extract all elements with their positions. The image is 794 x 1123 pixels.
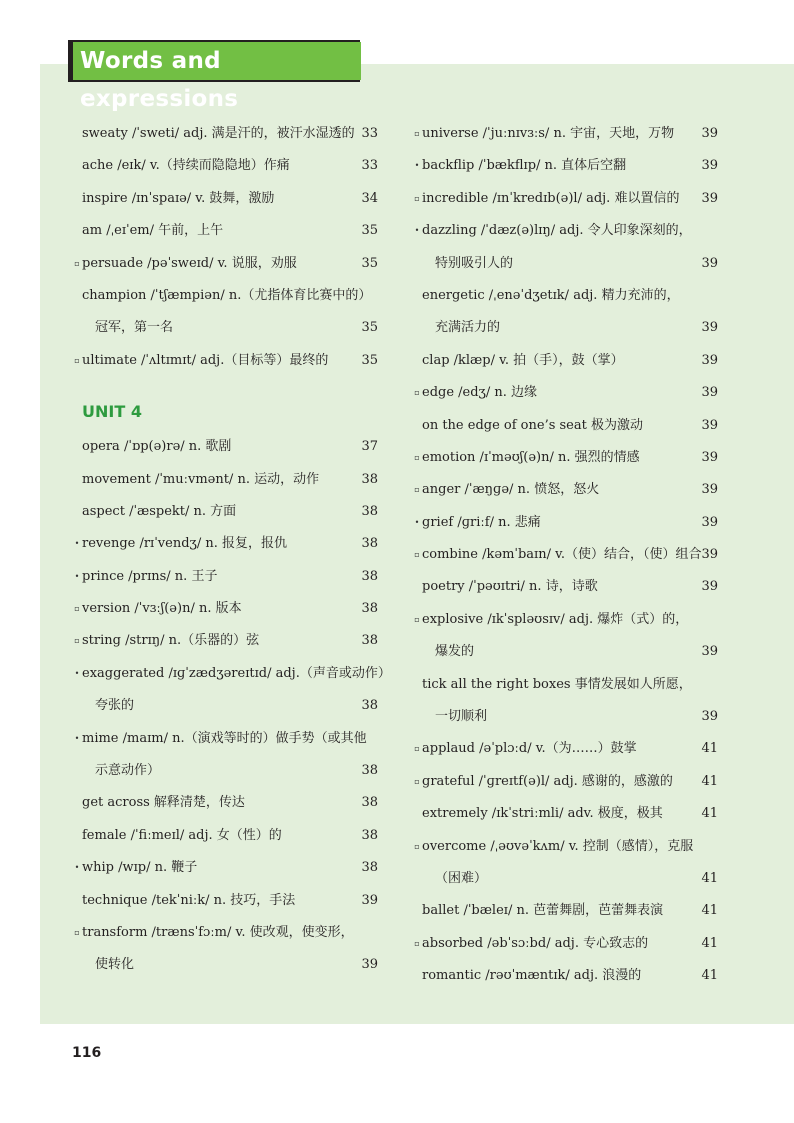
entry-text: persuade /pəˈsweɪd/ v. 说服，劝服 bbox=[82, 255, 297, 271]
entry-page-number: 35 bbox=[361, 352, 378, 368]
word-entry-continuation bbox=[72, 312, 378, 344]
square-marker-icon: ▫ bbox=[74, 927, 80, 937]
bullet-marker-icon: • bbox=[414, 517, 420, 527]
word-entry bbox=[412, 410, 718, 442]
word-entry bbox=[72, 625, 378, 657]
word-entry bbox=[412, 571, 718, 603]
square-marker-icon: ▫ bbox=[414, 841, 420, 851]
bullet-marker-icon: • bbox=[74, 571, 80, 581]
entry-text: dazzling /ˈdæz(ə)lɪŋ/ adj. 令人印象深刻的， bbox=[422, 223, 692, 239]
word-entry bbox=[72, 658, 391, 690]
entry-page-number: 39 bbox=[361, 892, 378, 908]
entry-text: on the edge of one’s seat 极为激动 bbox=[422, 417, 643, 433]
word-entry bbox=[412, 669, 718, 701]
unit-heading-text: UNIT 4 bbox=[82, 402, 142, 422]
entry-page-number: 38 bbox=[361, 568, 378, 584]
square-marker-icon: ▫ bbox=[414, 452, 420, 462]
word-entry bbox=[72, 431, 378, 463]
entry-text: emotion /ɪˈməʊʃ(ə)n/ n. 强烈的情感 bbox=[422, 449, 640, 465]
word-entry bbox=[412, 377, 718, 409]
word-entry bbox=[72, 723, 378, 755]
word-entry bbox=[72, 496, 378, 528]
entry-page-number: 39 bbox=[701, 352, 718, 368]
entry-text: （困难） bbox=[435, 870, 488, 886]
entry-text: female /ˈfiːmeɪl/ adj. 女（性）的 bbox=[82, 827, 282, 843]
entry-text: poetry /ˈpəʊɪtri/ n. 诗，诗歌 bbox=[422, 579, 598, 595]
entry-text: am /ˌeɪˈem/ 午前，上午 bbox=[82, 223, 224, 239]
entry-page-number: 39 bbox=[701, 190, 718, 206]
entry-text: applaud /əˈplɔːd/ v.（为……）鼓掌 bbox=[422, 741, 637, 757]
entry-text: opera /ˈɒp(ə)rə/ n. 歌剧 bbox=[82, 439, 232, 455]
entry-page-number: 41 bbox=[701, 870, 718, 886]
entry-text: incredible /ɪnˈkredɪb(ə)l/ adj. 难以置信的 bbox=[422, 190, 680, 206]
word-entry bbox=[72, 118, 378, 150]
word-entry-continuation bbox=[72, 690, 378, 722]
word-entry bbox=[412, 118, 718, 150]
word-entry bbox=[412, 215, 718, 247]
entry-text: extremely /ɪkˈstriːmli/ adv. 极度，极其 bbox=[422, 806, 663, 822]
bullet-marker-icon: • bbox=[414, 226, 420, 236]
entry-text: 爆发的 bbox=[435, 644, 475, 660]
entry-page-number: 34 bbox=[361, 190, 378, 206]
bullet-marker-icon: • bbox=[74, 733, 80, 743]
square-marker-icon: ▫ bbox=[414, 744, 420, 754]
word-entry-continuation bbox=[412, 636, 718, 668]
bullet-marker-icon: • bbox=[414, 161, 420, 171]
page-number: 116 bbox=[72, 1045, 102, 1061]
entry-text: 充满活力的 bbox=[435, 320, 501, 336]
entry-page-number: 38 bbox=[361, 860, 378, 876]
right-word-column bbox=[412, 118, 718, 993]
word-entry-continuation bbox=[72, 949, 378, 981]
entry-page-number: 39 bbox=[701, 126, 718, 141]
word-entry bbox=[72, 280, 378, 312]
entry-page-number: 39 bbox=[701, 514, 718, 530]
word-entry bbox=[412, 442, 718, 474]
entry-text: prince /prɪns/ n. 王子 bbox=[82, 568, 218, 584]
entry-text: anger /ˈæŋɡə/ n. 愤怒，怒火 bbox=[422, 482, 600, 498]
entry-text: 夸张的 bbox=[95, 698, 135, 714]
entry-text: whip /wɪp/ n. 鞭子 bbox=[82, 860, 198, 876]
entry-page-number: 41 bbox=[701, 773, 718, 789]
square-marker-icon: ▫ bbox=[414, 614, 420, 624]
entry-text: string /strɪŋ/ n.（乐器的）弦 bbox=[82, 633, 260, 649]
square-marker-icon: ▫ bbox=[414, 550, 420, 560]
entry-text: ultimate /ˈʌltɪmɪt/ adj.（目标等）最终的 bbox=[82, 352, 329, 368]
entry-text: 使转化 bbox=[95, 957, 135, 973]
bullet-marker-icon: • bbox=[74, 539, 80, 549]
entry-page-number: 41 bbox=[701, 741, 718, 757]
entry-text: grief /ɡriːf/ n. 悲痛 bbox=[422, 514, 541, 530]
entry-page-number: 39 bbox=[701, 320, 718, 336]
section-title: Words and expressions bbox=[73, 42, 361, 80]
word-entry-continuation bbox=[412, 312, 718, 344]
word-entry bbox=[412, 604, 718, 636]
entry-text: movement /ˈmuːvmənt/ n. 运动，动作 bbox=[82, 471, 320, 487]
word-entry bbox=[412, 895, 718, 927]
entry-text: clap /klæp/ v. 拍（手），鼓（掌） bbox=[422, 352, 624, 368]
entry-page-number: 38 bbox=[361, 471, 378, 487]
square-marker-icon: ▫ bbox=[414, 388, 420, 398]
entry-text: mime /maɪm/ n.（演戏等时的）做手势（或其他 bbox=[82, 730, 367, 746]
word-entry bbox=[72, 183, 378, 215]
word-entry bbox=[72, 528, 378, 560]
word-entry bbox=[72, 787, 378, 819]
square-marker-icon: ▫ bbox=[414, 776, 420, 786]
entry-text: overcome /ˌəʊvəˈkʌm/ v. 控制（感情），克服 bbox=[422, 838, 694, 854]
entry-page-number: 38 bbox=[361, 601, 378, 617]
word-entry bbox=[72, 820, 378, 852]
entry-text: universe /ˈjuːnɪvɜːs/ n. 宇宙，天地，万物 bbox=[422, 126, 675, 141]
entry-page-number: 38 bbox=[361, 795, 378, 811]
entry-page-number: 39 bbox=[701, 644, 718, 660]
entry-text: absorbed /əbˈsɔːbd/ adj. 专心致志的 bbox=[422, 935, 649, 951]
word-entry-continuation bbox=[72, 755, 378, 787]
entry-text: backflip /ˈbækflɪp/ n. 直体后空翻 bbox=[422, 158, 627, 174]
entry-text: grateful /ˈɡreɪtf(ə)l/ adj. 感谢的，感激的 bbox=[422, 773, 673, 789]
square-marker-icon: ▫ bbox=[414, 129, 420, 138]
entry-text: energetic /ˌenəˈdʒetɪk/ adj. 精力充沛的， bbox=[422, 287, 680, 303]
entry-text: aspect /ˈæspekt/ n. 方面 bbox=[82, 503, 237, 519]
word-entry bbox=[72, 150, 378, 182]
square-marker-icon: ▫ bbox=[414, 938, 420, 948]
word-entry-continuation bbox=[412, 248, 718, 280]
entry-text: sweaty /ˈsweti/ adj. 满是汗的，被汗水湿透的 bbox=[82, 126, 355, 141]
unit-heading bbox=[72, 393, 378, 431]
square-marker-icon: ▫ bbox=[74, 355, 80, 365]
word-entry-continuation bbox=[412, 701, 718, 733]
entry-text: 一切顺利 bbox=[435, 709, 488, 725]
word-entry bbox=[412, 539, 718, 571]
entry-page-number: 39 bbox=[701, 417, 718, 433]
entry-page-number: 39 bbox=[701, 158, 718, 174]
left-word-column bbox=[72, 118, 391, 982]
word-entry bbox=[72, 215, 378, 247]
entry-text: romantic /rəʊˈmæntɪk/ adj. 浪漫的 bbox=[422, 968, 642, 984]
entry-text: 示意动作） bbox=[95, 763, 161, 779]
entry-text: inspire /ɪnˈspaɪə/ v. 鼓舞，激励 bbox=[82, 190, 275, 206]
square-marker-icon: ▫ bbox=[74, 636, 80, 646]
word-entry bbox=[72, 464, 378, 496]
word-entry bbox=[412, 507, 718, 539]
word-entry bbox=[412, 474, 718, 506]
entry-text: get across 解释清楚，传达 bbox=[82, 795, 245, 811]
entry-page-number: 38 bbox=[361, 827, 378, 843]
entry-page-number: 35 bbox=[361, 320, 378, 336]
word-entry bbox=[412, 798, 718, 830]
entry-page-number: 38 bbox=[361, 633, 378, 649]
word-entry bbox=[72, 917, 378, 949]
entry-page-number: 39 bbox=[701, 482, 718, 498]
entry-page-number: 35 bbox=[361, 223, 378, 239]
word-entry bbox=[412, 345, 718, 377]
square-marker-icon: ▫ bbox=[414, 485, 420, 495]
word-entry bbox=[72, 885, 378, 917]
word-entry-continuation bbox=[412, 863, 718, 895]
entry-page-number: 33 bbox=[361, 158, 378, 174]
spacer bbox=[72, 377, 378, 393]
word-entry bbox=[412, 280, 718, 312]
entry-text: explosive /ɪkˈspləʊsɪv/ adj. 爆炸（式）的， bbox=[422, 611, 689, 627]
square-marker-icon: ▫ bbox=[74, 258, 80, 268]
entry-page-number: 41 bbox=[701, 935, 718, 951]
word-entry bbox=[72, 345, 378, 377]
word-entry bbox=[72, 852, 378, 884]
entry-page-number: 38 bbox=[361, 536, 378, 552]
entry-text: tick all the right boxes 事情发展如人所愿， bbox=[422, 676, 692, 692]
square-marker-icon: ▫ bbox=[414, 193, 420, 203]
entry-page-number: 39 bbox=[701, 579, 718, 595]
entry-text: technique /tekˈniːk/ n. 技巧，手法 bbox=[82, 892, 296, 908]
word-entry bbox=[412, 733, 718, 765]
entry-page-number: 38 bbox=[361, 698, 378, 714]
entry-page-number: 41 bbox=[701, 806, 718, 822]
entry-text: ache /eɪk/ v.（持续而隐隐地）作痛 bbox=[82, 158, 290, 174]
entry-page-number: 41 bbox=[701, 903, 718, 919]
bullet-marker-icon: • bbox=[74, 863, 80, 873]
entry-text: version /ˈvɜːʃ(ə)n/ n. 版本 bbox=[82, 601, 242, 617]
square-marker-icon: ▫ bbox=[74, 604, 80, 614]
word-entry bbox=[412, 183, 718, 215]
entry-page-number: 39 bbox=[361, 957, 378, 973]
entry-page-number: 39 bbox=[701, 449, 718, 465]
entry-text: 特别吸引人的 bbox=[435, 255, 514, 271]
word-entry bbox=[412, 766, 718, 798]
word-entry bbox=[72, 561, 378, 593]
word-entry bbox=[412, 960, 718, 992]
word-entry bbox=[72, 593, 378, 625]
entry-page-number: 38 bbox=[361, 763, 378, 779]
word-entry bbox=[412, 831, 718, 863]
entry-page-number: 39 bbox=[701, 547, 718, 563]
entry-text: combine /kəmˈbaɪn/ v.（使）结合，（使）组合 bbox=[422, 547, 702, 563]
bullet-marker-icon: • bbox=[74, 668, 80, 678]
entry-text: edge /edʒ/ n. 边缘 bbox=[422, 385, 538, 401]
word-entry bbox=[412, 150, 718, 182]
entry-text: ballet /ˈbæleɪ/ n. 芭蕾舞剧，芭蕾舞表演 bbox=[422, 903, 664, 919]
entry-page-number: 37 bbox=[361, 439, 378, 455]
entry-page-number: 39 bbox=[701, 255, 718, 271]
entry-text: 冠军，第一名 bbox=[95, 320, 174, 336]
entry-page-number: 38 bbox=[361, 503, 378, 519]
entry-text: transform /trænsˈfɔːm/ v. 使改观，使变形， bbox=[82, 924, 354, 940]
entry-page-number: 39 bbox=[701, 709, 718, 725]
entry-page-number: 33 bbox=[361, 126, 378, 141]
entry-text: champion /ˈtʃæmpiən/ n.（尤指体育比赛中的） bbox=[82, 287, 372, 303]
word-entry bbox=[72, 248, 378, 280]
entry-text: exaggerated /ɪɡˈzædʒəreɪtɪd/ adj.（声音或动作） bbox=[82, 665, 391, 681]
entry-page-number: 39 bbox=[701, 385, 718, 401]
entry-text: revenge /rɪˈvendʒ/ n. 报复，报仇 bbox=[82, 536, 288, 552]
entry-page-number: 35 bbox=[361, 255, 378, 271]
entry-page-number: 41 bbox=[701, 968, 718, 984]
word-entry bbox=[412, 928, 718, 960]
